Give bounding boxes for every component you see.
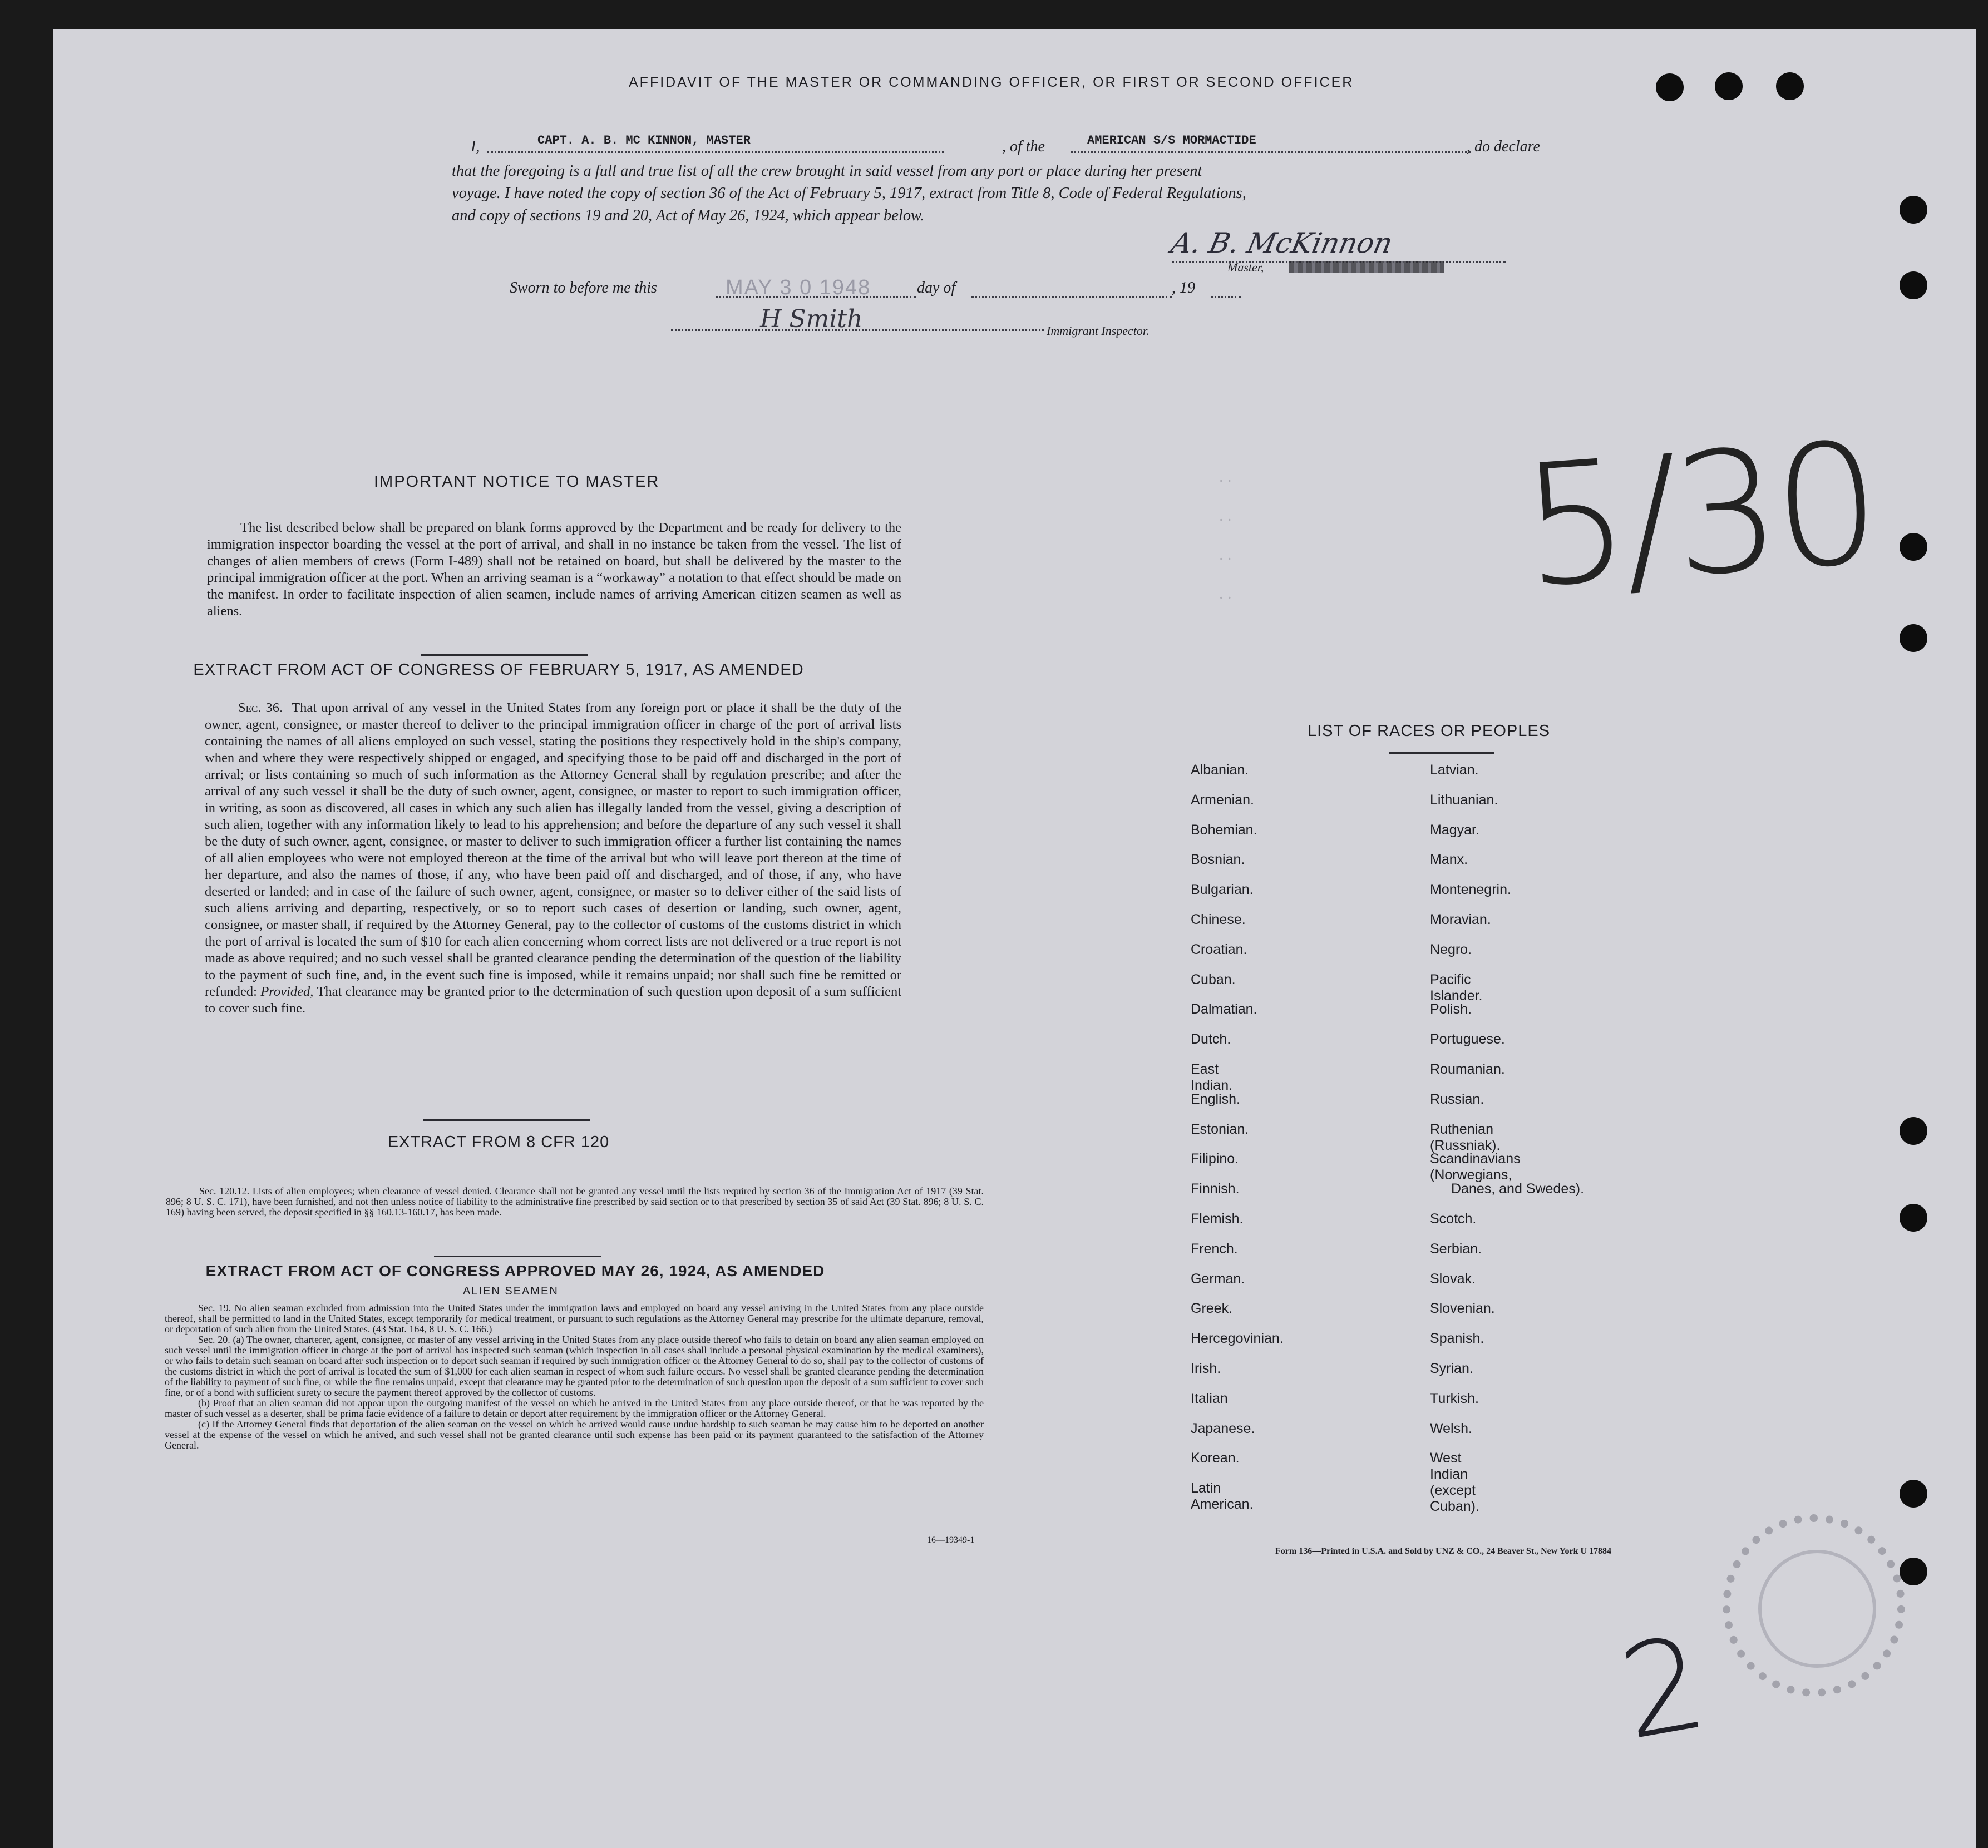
show-through-marks: . . . . . . . . bbox=[1219, 467, 1232, 602]
race-item: Chinese. bbox=[1191, 912, 1246, 927]
race-item: Albanian. bbox=[1191, 762, 1249, 778]
do-declare-label: , do declare bbox=[1467, 138, 1540, 155]
race-item: Finnish. bbox=[1191, 1181, 1240, 1197]
sec-36-text: That upon arrival of any vessel in the United States from any foreign port or place it shall be the duty of the owner, agent, consignee, or master thereof to deliver to the principal immigration officer in charge of the port of arrival lists containing the names of all aliens employed on such vessel, stating the positions they respectively hold in the ship's company, when and where they were respectively shipped or engaged, and specifying those to be paid off and discharged in the port of arrival; or lists containing so much of such information as the Attorney General shall by regulation prescribe; and after the arrival of any such vessel it shall be the duty of such owner, agent, consignee, or master to report to such immigration officer, in writing, as soon as discovered, all cases in which any such alien has illegally landed from the vessel, giving a description of such alien, together with any information likely to lead to his apprehension; and before the departure of any such vessel it shall be the duty of such owner, agent, consignee, or master to deliver to such immigration officer a further list containing the names of all alien employees who were not employed thereon at the time of the arrival but who will leave port thereon at the time of her departure, and also the names of those, if any, who have been paid off and discharged, and of those, if any, who have deserted or landed; and in case of the failure of such owner, agent, consignee, or master so to deliver either of the said lists of such aliens arriving and departing, respectively, or so to report such cases of desertion or landing, such owner, agent, consignee, or master shall, if required by the Attorney General, pay to the collector of customs of the customs district in which the port of arrival is located the sum of $10 for each alien concerning whom correct lists are not delivered or a true report is not made as above required; and no such vessel shall be granted clearance pending the determination of the question of the liability to the payment of such fine, and, in the event such fine is imposed, while it remains unpaid; nor shall such fine be remitted or refunded: bbox=[205, 700, 901, 999]
race-item: English. bbox=[1191, 1091, 1240, 1107]
punch-hole bbox=[1776, 72, 1804, 100]
month-field bbox=[971, 277, 1172, 298]
master-signature-line bbox=[1172, 240, 1506, 263]
provided-label: Provided, bbox=[260, 984, 314, 999]
extract-cfr-title: EXTRACT FROM 8 CFR 120 bbox=[387, 1133, 610, 1151]
race-item: Estonian. bbox=[1191, 1121, 1249, 1137]
sworn-date-field bbox=[716, 276, 916, 298]
race-item: Armenian. bbox=[1191, 792, 1254, 808]
race-item: Greek. bbox=[1191, 1301, 1233, 1317]
race-item: Magyar. bbox=[1430, 822, 1479, 838]
race-item: Dutch. bbox=[1191, 1031, 1231, 1047]
race-item: Latin American. bbox=[1191, 1480, 1254, 1513]
extract-1917-body bbox=[205, 700, 901, 1017]
race-item: Slovak. bbox=[1430, 1271, 1476, 1287]
affidavit-line-3: and copy of sections 19 and 20, Act of May 26, 1924, which appear below. bbox=[452, 207, 925, 224]
section-divider bbox=[423, 1119, 590, 1121]
affidavit-title: AFFIDAVIT OF THE MASTER OR COMMANDING OFFICER, OR FIRST OR SECOND OFFICER bbox=[629, 75, 1354, 90]
notice-title: IMPORTANT NOTICE TO MASTER bbox=[374, 473, 660, 491]
section-divider bbox=[434, 1256, 601, 1257]
race-item: Roumanian. bbox=[1430, 1061, 1505, 1077]
printer-imprint: Form 136—Printed in U.S.A. and Sold by UNZ & CO., 24 Beaver St., New York U 17884 bbox=[1275, 1546, 1612, 1556]
race-item: Japanese. bbox=[1191, 1420, 1255, 1436]
race-item: French. bbox=[1191, 1241, 1238, 1257]
sec-20c-text: (c) If the Attorney General finds that deportation of the alien seaman on the vessel on which he arrived would cause undue hardship to such seaman he may cause him to be deported on another vessel at the expense of the vessel on which he arrived, and such vessel shall not be granted clearance until such expense has been paid or its payment guaranteed to the satisfaction of the Attorney General. bbox=[165, 1419, 984, 1451]
race-item: Italian bbox=[1191, 1390, 1228, 1406]
affidavit-i-label: I, bbox=[471, 138, 480, 155]
section-divider bbox=[421, 654, 588, 656]
race-item: Bosnian. bbox=[1191, 852, 1245, 868]
master-signature: A. B. McKinnon bbox=[1168, 227, 1395, 259]
race-item: Croatian. bbox=[1191, 941, 1247, 957]
affidavit-line-2: voyage. I have noted the copy of section 36 of the Act of February 5, 1917, extract from Title 8, Code of Federal Regulations, bbox=[452, 185, 1246, 202]
race-item: Bulgarian. bbox=[1191, 882, 1254, 898]
race-item: Polish. bbox=[1430, 1001, 1472, 1017]
of-the-label: , of the bbox=[1002, 138, 1045, 155]
punch-hole bbox=[1900, 271, 1927, 299]
inspector-signature-field bbox=[671, 305, 1044, 331]
race-item: Welsh. bbox=[1430, 1420, 1472, 1436]
punch-hole bbox=[1900, 1558, 1927, 1585]
sec-36-label: Sec. 36. bbox=[238, 700, 283, 715]
sec-19-text: Sec. 19. No alien seaman excluded from admission into the United States under the immigration laws and employed on board any vessel arriving in the United States from any place outside thereof, shall be permitted to land in the United States, except temporarily for medical treatment, or pursuant to such regulations as the Attorney General may prescribe for the ultimate departure, removal, or deportation of such alien from the United States. (43 Stat. 164, 8 U. S. C. 166.) bbox=[165, 1302, 984, 1335]
race-item: Scotch. bbox=[1430, 1211, 1477, 1227]
races-title: LIST OF RACES OR PEOPLES bbox=[1308, 722, 1551, 740]
race-item: Scandinavians (Norwegians, bbox=[1430, 1151, 1521, 1183]
race-item: Montenegrin. bbox=[1430, 882, 1511, 898]
year-field bbox=[1211, 277, 1241, 298]
race-item: Flemish. bbox=[1191, 1211, 1244, 1227]
race-item: Irish. bbox=[1191, 1361, 1221, 1376]
extract-1924-body bbox=[165, 1303, 984, 1451]
master-name: CAPT. A. B. MC KINNON, MASTER bbox=[537, 134, 751, 147]
sec-20b-text: (b) Proof that an alien seaman did not appear upon the outgoing manifest of the vessel on which he arrived in the United States from any place outside thereof, or that he was reported by the master of such vessel as a deserter, shall be prima facie evidence of a failure to detain or deport after requirement by the immigration officer or the Attorney General. bbox=[165, 1397, 984, 1419]
race-item: Filipino. bbox=[1191, 1151, 1239, 1167]
race-item: Hercegovinian. bbox=[1191, 1331, 1284, 1347]
race-item: Pacific Islander. bbox=[1430, 971, 1483, 1004]
race-item: Ruthenian (Russniak). bbox=[1430, 1121, 1501, 1153]
race-item: Negro. bbox=[1430, 941, 1472, 957]
race-item: Syrian. bbox=[1430, 1361, 1473, 1376]
struck-out-text bbox=[1289, 261, 1444, 273]
notice-text: The list described below shall be prepared on blank forms approved by the Department and be ready for delivery to the immigration inspector boarding the vessel at the port of arrival, and shall in no instance be taken from the vessel. The list of changes of alien members of crews (Form I-489) shall not be retained on board, but shall be delivered by the master to the principal immigration officer at the port. When an arriving seaman is a “workaway” a notation to that effect should be made on the manifest. In order to facilitate inspection of alien seamen, include names of arriving American citizen seamen as well as aliens. bbox=[207, 520, 901, 619]
race-item: Turkish. bbox=[1430, 1390, 1479, 1406]
sec-36-paragraph bbox=[205, 700, 901, 1017]
race-scandinavians-line-2: Danes, and Swedes). bbox=[1451, 1181, 1585, 1197]
race-item: Moravian. bbox=[1430, 912, 1491, 927]
race-item: German. bbox=[1191, 1271, 1245, 1287]
master-name-field bbox=[487, 134, 944, 153]
vessel-name: AMERICAN S/S MORMACTIDE bbox=[1087, 134, 1256, 147]
handwritten-date-annotation: 5/30 bbox=[1516, 406, 1882, 625]
sec-36-text-end: That clearance may be granted prior to the determination of such question upon deposit of a sum sufficient to cover such fine. bbox=[205, 984, 902, 1016]
race-item: Cuban. bbox=[1191, 971, 1236, 987]
extract-cfr-text: Sec. 120.12. Lists of alien employees; when clearance of vessel denied. Clearance shall not be granted any vessel until the lists required by section 36 of the Immigration Act of 1917 (39 Stat. 896; 8 U. S. C. 171), have been furnished, and not then unless notice of liability to the administrative fine prescribed by said section or to that prescribed by section 35 of said Act (39 Stat. 896; 8 U. S. C. 169) having been served, the deposit specified in §§ 160.13-160.17, has been made. bbox=[166, 1185, 984, 1218]
punch-hole bbox=[1900, 196, 1927, 224]
race-item: Manx. bbox=[1430, 852, 1468, 868]
race-item: Korean. bbox=[1191, 1450, 1240, 1466]
handwritten-page-number: 2 bbox=[1610, 1608, 1716, 1769]
inspector-signature: H Smith bbox=[760, 305, 863, 333]
master-label: Master, bbox=[1227, 260, 1264, 274]
sworn-label: Sworn to before me this bbox=[510, 279, 657, 297]
race-item: Latvian. bbox=[1430, 762, 1479, 778]
race-item: Serbian. bbox=[1430, 1241, 1482, 1257]
sec-20a-text: Sec. 20. (a) The owner, charterer, agent, consignee, or master of any vessel arriving in the United States from any place outside thereof who fails to detain on board any alien seaman employed on such vessel until the immigration officer in charge at the port of arrival has inspected such seaman (which inspection in all cases shall include a personal physical examination by the medical examiners), or who fails to detain such seaman on board after such inspection or to deport such seaman if required by such immigration officer or the Attorney General to do so, shall pay to the collector of customs of the customs district in which the port of arrival is located the sum of $1,000 for each alien seaman in respect of whom such failure occurs. No vessel shall be granted clearance pending the determination of the liability to payment of such fine, or while the fine remains unpaid, except that clearance may be granted prior to the determination of such question upon the deposit of a sum sufficient to cover such fine, or of a bond with sufficient surety to secure the payment thereof approved by the collector of customs. bbox=[165, 1334, 984, 1398]
punch-hole bbox=[1715, 72, 1743, 100]
sworn-date-stamp: MAY 3 0 1948 bbox=[726, 276, 871, 299]
race-item: East Indian. bbox=[1191, 1061, 1233, 1093]
form-code: 16—19349-1 bbox=[927, 1535, 975, 1545]
year-prefix: , 19 bbox=[1172, 279, 1195, 297]
race-item: Bohemian. bbox=[1191, 822, 1257, 838]
vessel-name-field bbox=[1071, 134, 1471, 153]
race-item: Spanish. bbox=[1430, 1331, 1484, 1347]
punch-hole bbox=[1900, 624, 1927, 652]
punch-hole bbox=[1656, 73, 1684, 101]
race-item: Dalmatian. bbox=[1191, 1001, 1257, 1017]
race-item: Lithuanian. bbox=[1430, 792, 1498, 808]
race-item: Slovenian. bbox=[1430, 1301, 1495, 1317]
document-page bbox=[53, 29, 1976, 1848]
received-stamp bbox=[1723, 1514, 1905, 1697]
races-title-rule bbox=[1389, 752, 1494, 754]
race-item: Russian. bbox=[1430, 1091, 1484, 1107]
inspector-label: Immigrant Inspector. bbox=[1047, 324, 1150, 338]
race-item: West Indian (except Cuban). bbox=[1430, 1450, 1479, 1515]
extract-1924-title: EXTRACT FROM ACT OF CONGRESS APPROVED MAY 26, 1924, AS AMENDED bbox=[205, 1262, 825, 1279]
extract-1924-subtitle: ALIEN SEAMEN bbox=[463, 1285, 559, 1297]
affidavit-line-1: that the foregoing is a full and true list of all the crew brought in said vessel from any port or place during her present bbox=[452, 162, 1202, 180]
day-of-label: day of bbox=[917, 279, 956, 297]
extract-1917-title: EXTRACT FROM ACT OF CONGRESS OF FEBRUARY 5, 1917, AS AMENDED bbox=[193, 661, 804, 679]
punch-hole bbox=[1900, 1480, 1927, 1508]
punch-hole bbox=[1900, 533, 1927, 561]
race-item: Portuguese. bbox=[1430, 1031, 1505, 1047]
punch-hole bbox=[1900, 1204, 1927, 1232]
punch-hole bbox=[1900, 1117, 1927, 1145]
